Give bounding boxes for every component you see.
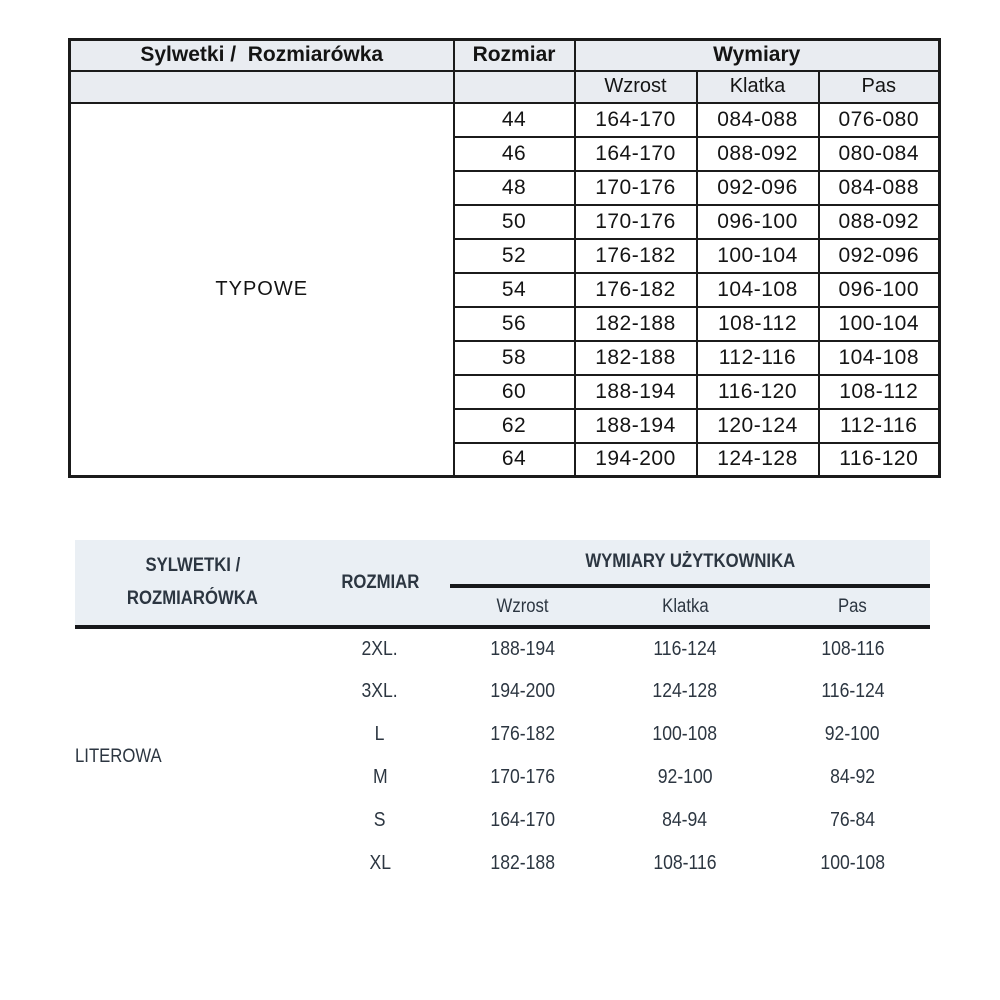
size-cell: 58 [454, 341, 575, 375]
height-cell: 188-194 [490, 638, 555, 660]
top-header-measurements: Wymiary [575, 40, 940, 71]
chest-cell: 84-94 [662, 809, 708, 831]
waist-cell: 116-120 [819, 443, 940, 477]
bottom-header-measurements: WYMIARY UŻYTKOWNIKA [450, 540, 930, 586]
height-cell: 182-188 [490, 852, 555, 874]
height-cell: 188-194 [575, 375, 697, 409]
table-row [75, 627, 930, 670]
waist-cell: 104-108 [819, 341, 940, 375]
table-row [70, 103, 940, 137]
size-cell: M [372, 766, 388, 788]
bottom-subheader-height: Wzrost [450, 586, 595, 627]
height-cell: 194-200 [575, 443, 697, 477]
height-cell: 170-176 [575, 171, 697, 205]
waist-cell: 116-124 [820, 680, 885, 702]
bottom-header-silhouettes-line1: SYLWETKI / [145, 555, 240, 577]
size-cell: 2XL. [361, 638, 399, 660]
waist-cell: 080-084 [819, 137, 940, 171]
top-subheader-empty-size [454, 71, 575, 103]
bottom-header-row [75, 540, 930, 586]
waist-cell: 108-112 [819, 375, 940, 409]
size-cell: S [374, 809, 386, 831]
height-cell: 194-200 [490, 680, 555, 702]
size-cell: 60 [454, 375, 575, 409]
waist-cell: 108-116 [820, 638, 885, 660]
bottom-header-silhouettes-line2: ROZMIARÓWKA [127, 587, 258, 609]
chest-cell: 084-088 [697, 103, 819, 137]
height-cell: 170-176 [490, 766, 555, 788]
size-cell: 44 [454, 103, 575, 137]
chest-cell: 088-092 [697, 137, 819, 171]
chest-cell: 112-116 [697, 341, 819, 375]
size-cell: 50 [454, 205, 575, 239]
height-cell: 176-182 [575, 273, 697, 307]
bottom-subheader-waist: Pas [775, 586, 930, 627]
bottom-header-silhouettes [75, 540, 310, 627]
chest-cell: 116-120 [697, 375, 819, 409]
chest-cell: 100-104 [697, 239, 819, 273]
waist-cell: 092-096 [819, 239, 940, 273]
chest-cell: 116-124 [653, 638, 717, 660]
top-header-size: Rozmiar [454, 40, 575, 71]
height-cell: 164-170 [490, 809, 555, 831]
waist-cell: 84-92 [829, 766, 876, 788]
size-cell: 46 [454, 137, 575, 171]
bottom-group-label: LITEROWA [75, 746, 162, 767]
top-subheader-row [70, 71, 940, 103]
typowe-size-table [68, 38, 941, 478]
chest-cell: 096-100 [697, 205, 819, 239]
size-cell: 48 [454, 171, 575, 205]
height-cell: 170-176 [575, 205, 697, 239]
chest-cell: 108-116 [653, 852, 717, 874]
top-header-row [70, 40, 940, 71]
waist-cell: 076-080 [819, 103, 940, 137]
waist-cell: 088-092 [819, 205, 940, 239]
height-cell: 188-194 [575, 409, 697, 443]
size-cell: 62 [454, 409, 575, 443]
chest-cell: 092-096 [697, 171, 819, 205]
top-subheader-chest: Klatka [697, 71, 819, 103]
bottom-subheader-chest: Klatka [595, 586, 775, 627]
height-cell: 164-170 [575, 137, 697, 171]
size-cell: 54 [454, 273, 575, 307]
height-cell: 164-170 [575, 103, 697, 137]
chest-cell: 92-100 [657, 766, 713, 788]
top-header-silhouettes: Sylwetki / Rozmiarówka [70, 40, 454, 71]
size-cell: 56 [454, 307, 575, 341]
chest-cell: 108-112 [697, 307, 819, 341]
waist-cell: 92-100 [825, 723, 880, 745]
top-subheader-height: Wzrost [575, 71, 697, 103]
bottom-header-size: ROZMIAR [310, 540, 450, 627]
chest-cell: 104-108 [697, 273, 819, 307]
chest-cell: 120-124 [697, 409, 819, 443]
chest-cell: 100-108 [652, 723, 718, 745]
top-group-label: TYPOWE [70, 103, 454, 477]
height-cell: 176-182 [490, 723, 555, 745]
height-cell: 182-188 [575, 341, 697, 375]
waist-cell: 76-84 [829, 809, 876, 831]
size-cell: XL [369, 852, 391, 874]
top-subheader-empty-silhouettes [70, 71, 454, 103]
size-cell: 3XL. [361, 680, 399, 702]
waist-cell: 112-116 [819, 409, 940, 443]
chest-cell: 124-128 [697, 443, 819, 477]
size-cell: 52 [454, 239, 575, 273]
waist-cell: 084-088 [819, 171, 940, 205]
waist-cell: 100-108 [820, 852, 885, 874]
waist-cell: 096-100 [819, 273, 940, 307]
top-subheader-waist: Pas [819, 71, 940, 103]
size-cell: L [375, 723, 385, 745]
height-cell: 182-188 [575, 307, 697, 341]
size-cell: 64 [454, 443, 575, 477]
waist-cell: 100-104 [819, 307, 940, 341]
chest-cell: 124-128 [652, 680, 718, 702]
literowa-size-table [75, 540, 930, 885]
height-cell: 176-182 [575, 239, 697, 273]
